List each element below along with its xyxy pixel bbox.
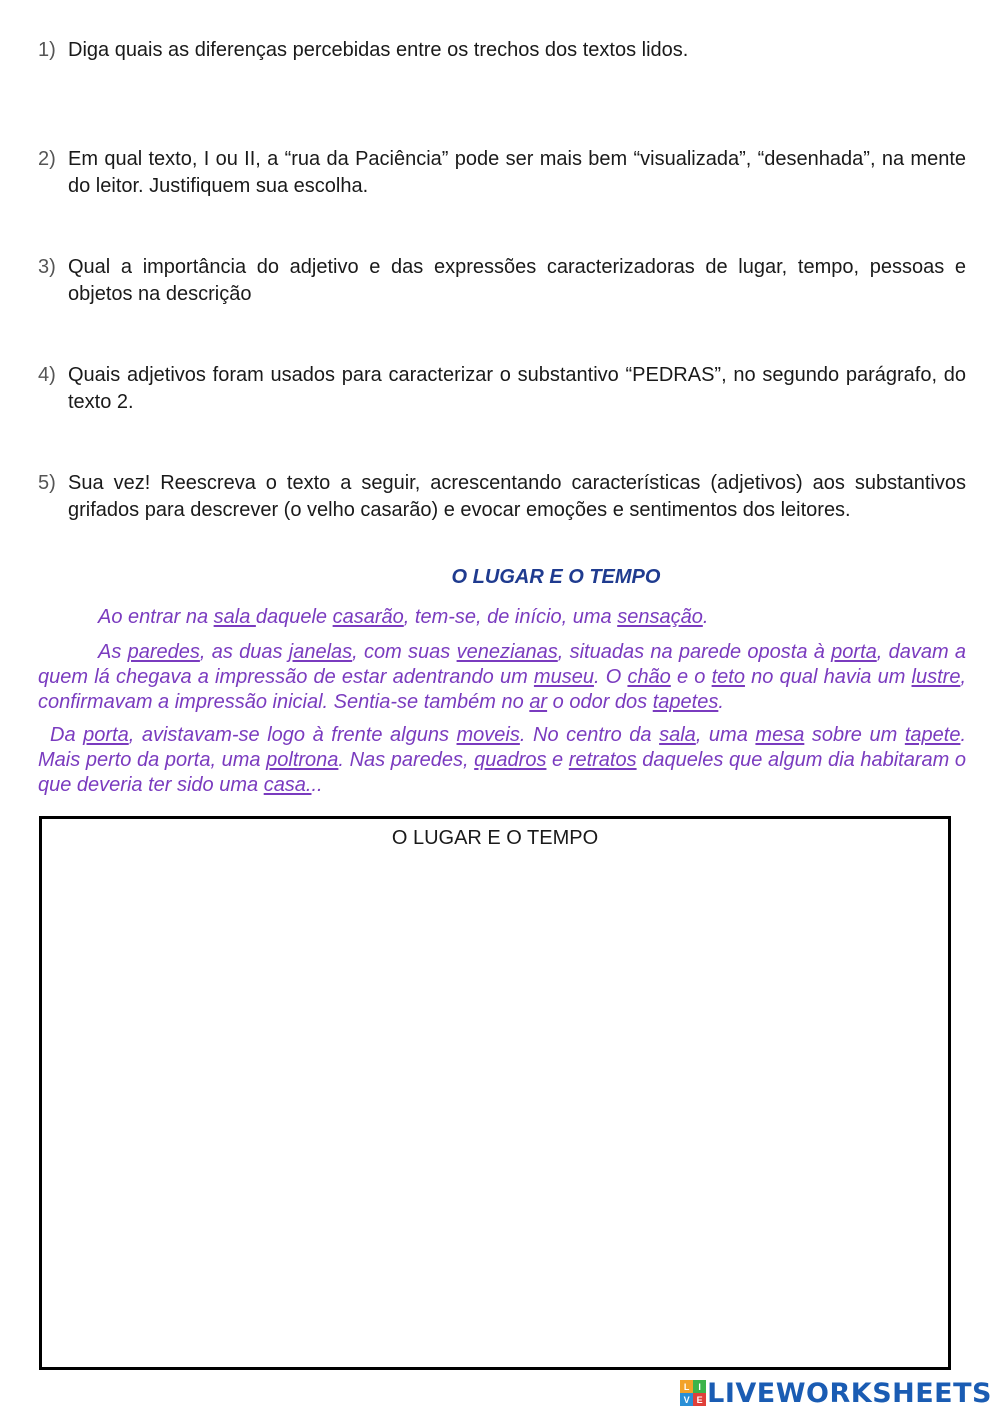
underlined-noun: lustre (911, 666, 961, 688)
underlined-noun: retratos (568, 749, 637, 771)
question-number: 5) (38, 472, 56, 494)
question-3 (38, 254, 966, 308)
underlined-noun: paredes (127, 641, 200, 663)
answer-box[interactable] (39, 816, 951, 1370)
liveworksheets-logo (680, 1378, 992, 1408)
underlined-noun: tapete (904, 724, 961, 746)
question-text: Sua vez! Reescreva o texto a seguir, acrescentando características (adjetivos) aos substantivos grifados para descrever (o velho casarão) e evocar emoções e sentimentos dos leitores. (68, 472, 966, 521)
underlined-noun: ar (529, 691, 548, 713)
question-text: Quais adjetivos foram usados para caracterizar o substantivo “PEDRAS”, no segundo parágrafo, do texto 2. (68, 364, 966, 413)
story-title: O LUGAR E O TEMPO (451, 566, 661, 588)
underlined-noun: sala (213, 606, 256, 628)
question-text: Diga quais as diferenças percebidas entre os trechos dos textos lidos. (68, 39, 689, 61)
underlined-noun: porta (831, 641, 877, 663)
answer-box-title: O LUGAR E O TEMPO (391, 827, 599, 849)
underlined-noun: moveis (456, 724, 520, 746)
question-number: 4) (38, 364, 56, 386)
question-1 (38, 37, 966, 64)
underlined-noun: museu (533, 666, 594, 688)
story-paragraph-3: Da porta, avistavam-se logo à frente alguns moveis. No centro da sala, uma mesa sobre um tapete. Mais perto da porta, uma poltrona. Nas paredes, quadros e retratos daqueles que algum dia habitaram o que deveria ter sido uma casa... (38, 724, 967, 796)
underlined-noun: sala (659, 724, 696, 746)
underlined-noun: sensação (617, 606, 703, 628)
question-number: 3) (38, 256, 56, 278)
underlined-noun: casa. (263, 774, 312, 796)
underlined-noun: poltrona (266, 749, 339, 771)
question-text: Qual a importância do adjetivo e das expressões caracterizadoras de lugar, tempo, pessoas e objetos na descrição (68, 256, 966, 305)
question-text: Em qual texto, I ou II, a “rua da Paciência” pode ser mais bem “visualizada”, “desenhada”, na mente do leitor. Justifiquem sua escolha. (68, 148, 966, 197)
underlined-noun: quadros (474, 749, 547, 771)
question-2 (38, 146, 966, 200)
question-number: 2) (38, 148, 56, 170)
question-number: 1) (38, 39, 56, 61)
underlined-noun: casarão (332, 606, 404, 628)
question-5 (38, 470, 966, 524)
liveworksheets-mark-icon: L I V E (680, 1380, 706, 1406)
underlined-noun: porta (83, 724, 129, 746)
question-4 (38, 362, 966, 416)
underlined-noun: chão (627, 666, 671, 688)
underlined-noun: janelas (288, 641, 353, 663)
story-paragraph-1: Ao entrar na sala daquele casarão, tem-se, de início, uma sensação. (98, 606, 709, 628)
brand-name: LIVEWORKSHEETS (707, 1377, 992, 1409)
underlined-noun: teto (711, 666, 745, 688)
underlined-noun: venezianas (456, 641, 558, 663)
story-paragraph-2: As paredes, as duas janelas, com suas venezianas, situadas na parede oposta à porta, davam a quem lá chegava a impressão de estar adentrando um museu. O chão e o teto no qual havia um lustre, confirmavam a impressão inicial. Sentia-se também no ar o odor dos tapetes. (38, 641, 967, 713)
underlined-noun: mesa (755, 724, 805, 746)
underlined-noun: tapetes (652, 691, 719, 713)
